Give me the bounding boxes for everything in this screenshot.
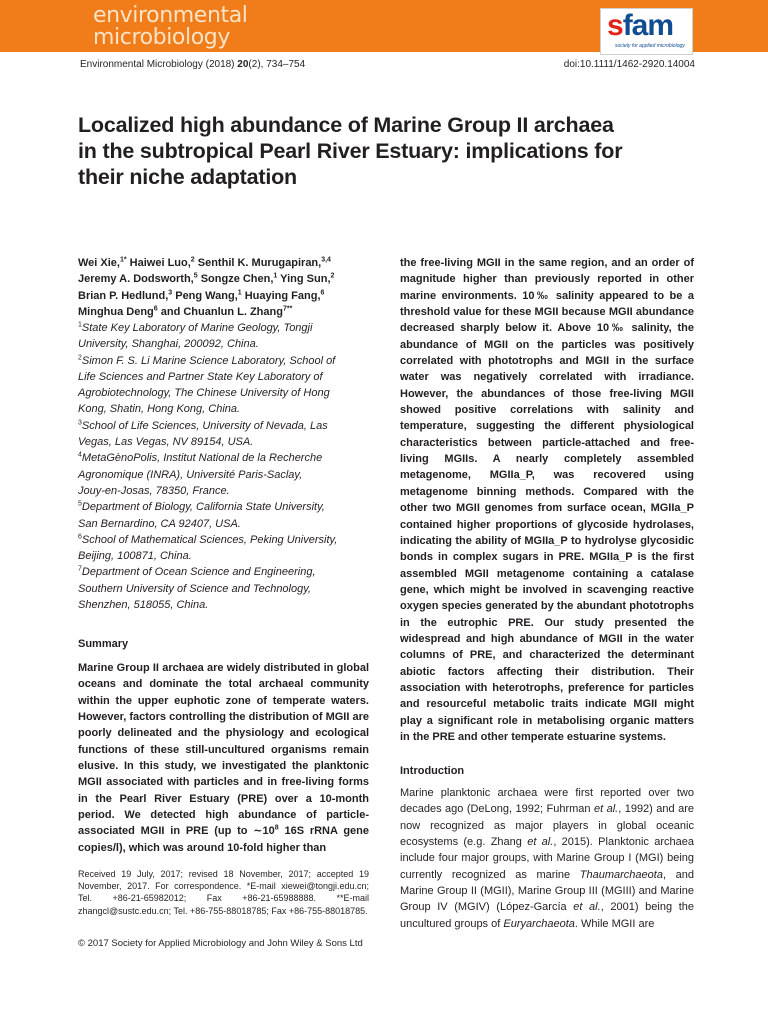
author-list: Wei Xie,$^{1*}$ Haiwei Luo,$^2$ Senthil K. Murugapiran,$^{3,4}$ Jeremy A. Dodsworth,$^5$ Songze Chen,$^1$ Ying Sun,$^2$ Brian P. Hedlund,$^3$ Peng Wang,$^1$ Huaying Fang,$^6$ Minghua Deng$^6$ and Chuanlun L. Zhang$^{7**}$ — [78, 256, 335, 318]
affiliation: $^4$MetaGènoPolis, Institut National de la Recherche Agronomique (INRA), Université Paris-Saclay, Jouy-en-Josas, 78350, France. — [78, 451, 323, 497]
affiliation: $^5$Department of Biology, California State University, San Bernardino, CA 92407, USA. — [78, 500, 325, 530]
summary-heading: Summary — [78, 638, 129, 650]
received-footnote: Received 19 July, 2017; revised 18 November, 2017; accepted 19 November, 2017. For correspondence. *E-mail xiewei@tongji.edu.cn; Tel. +86-21-65982012; Fax +86-21-65988888. **E-mail zhangcl@sustc.edu.cn; Tel. +86-755-88018785; Fax +86-755-88018785. — [78, 869, 369, 916]
sfam-logo-letters: sfam — [607, 9, 674, 42]
journal-name-line1: environmental — [93, 3, 248, 28]
affiliations — [78, 320, 378, 613]
sfam-logo-tagline: society for applied microbiology — [615, 43, 685, 49]
affiliation: $^6$School of Mathematical Sciences, Peking University, Beijing, 100871, China. — [78, 533, 338, 563]
copyright-line: © 2017 Society for Applied Microbiology and John Wiley & Sons Ltd — [78, 938, 363, 949]
article-title: Localized high abundance of Marine Group II archaea in the subtropical Pearl River Estuary: implications for their niche adaptation — [78, 113, 623, 189]
affiliation: $^1$State Key Laboratory of Marine Geology, Tongji University, Shanghai, 200092, China. — [78, 321, 313, 351]
affiliation: $^3$School of Life Sciences, University of Nevada, Las Vegas, Las Vegas, NV 89154, USA. — [78, 419, 328, 449]
introduction-heading: Introduction — [400, 765, 465, 777]
introduction-text: Marine planktonic archaea were first reported over two decades ago (DeLong, 1992; Fuhrman et al., 1992) and are now recognized as major players in global oceanic ecosystems (e.g. Zhang et al., 2015). Planktonic archaea include four major groups, with Marine Group I (MGI) being currently recognized as marine Thaumarchaeota, and Marine Group II (MGII), Marine Group III (MGIII) and Marine Group IV (MGIV) (López-García et al., 2001) being the uncultured groups of Euryarchaeota. While MGII are — [400, 787, 694, 930]
summary-text-col2: the free-living MGII in the same region, and an order of magnitude higher than previously reported in other marine environments. 10‰ salinity appeared to be a threshold value for these MGII because MGII abundance decreased sharply below it. Above 10‰ salinity, the abundance of MGII on the particles was positively correlated with phototrophs and MGII in the surface water was negatively correlated with irradiance. However, the abundances of those free-living MGII showed positive correlations with salinity and temperature, suggesting the different physiological characteristics between particle-attached and free-living MGIIs. A nearly completely assembled metagenome, MGIIa_P, was recovered using metagenome binning methods. Compared with the other two MGII genomes from surface ocean, MGIIa_P contained higher proportions of glycoside hydrolases, indicating the ability of MGIIa_P to hydrolyse glycosidic bonds in complex sugars in PRE. MGIIa_P is the first assembled MGII metagenome containing a catalase gene, which might be involved in scavenging reactive oxygen species generated by the abundant phototrophs in the eutrophic PRE. Our study presented the widespread and high abundance of MGII in the water columns of PRE, and characterized the determinant abiotic factors affecting their distribution. Their association with heterotrophs, preference for particles and resourceful metabolic traits indicate MGII might play a significant role in metabolising organic matters in the PRE and other temperate estuarine systems. — [400, 257, 694, 743]
doi: doi:10.1111/1462-2920.14004 — [563, 59, 695, 70]
journal-citation: Environmental Microbiology (2018) 20(2), 734–754 — [80, 59, 306, 70]
affiliation: $^7$Department of Ocean Science and Engineering, Southern University of Science and Technology, Shenzhen, 518055, China. — [78, 565, 316, 612]
journal-name-line2: microbiology — [93, 25, 230, 50]
sfam-logo — [600, 8, 693, 55]
summary-text-col1: Marine Group II archaea are widely distributed in global oceans and dominate the total archaeal community within the upper euphotic zone of temperate waters. However, factors controlling the distribution of MGII are poorly delineated and the physiology and ecological functions of these still-uncultured organisms remain elusive. In this study, we investigated the planktonic MGII associated with particles and in free-living forms in the Pearl River Estuary (PRE) over a 10-month period. We detected high abundance of particle-associated MGII in PRE (up to $\sim 10^8$ 16S rRNA gene copies/l), which was around 10-fold higher than — [78, 662, 369, 854]
affiliation: $^2$Simon F. S. Li Marine Science Laboratory, School of Life Sciences and Partner State Key Laboratory of Agrobiotechnology, The Chinese University of Hong Kong, Shatin, Hong Kong, China. — [78, 353, 336, 416]
